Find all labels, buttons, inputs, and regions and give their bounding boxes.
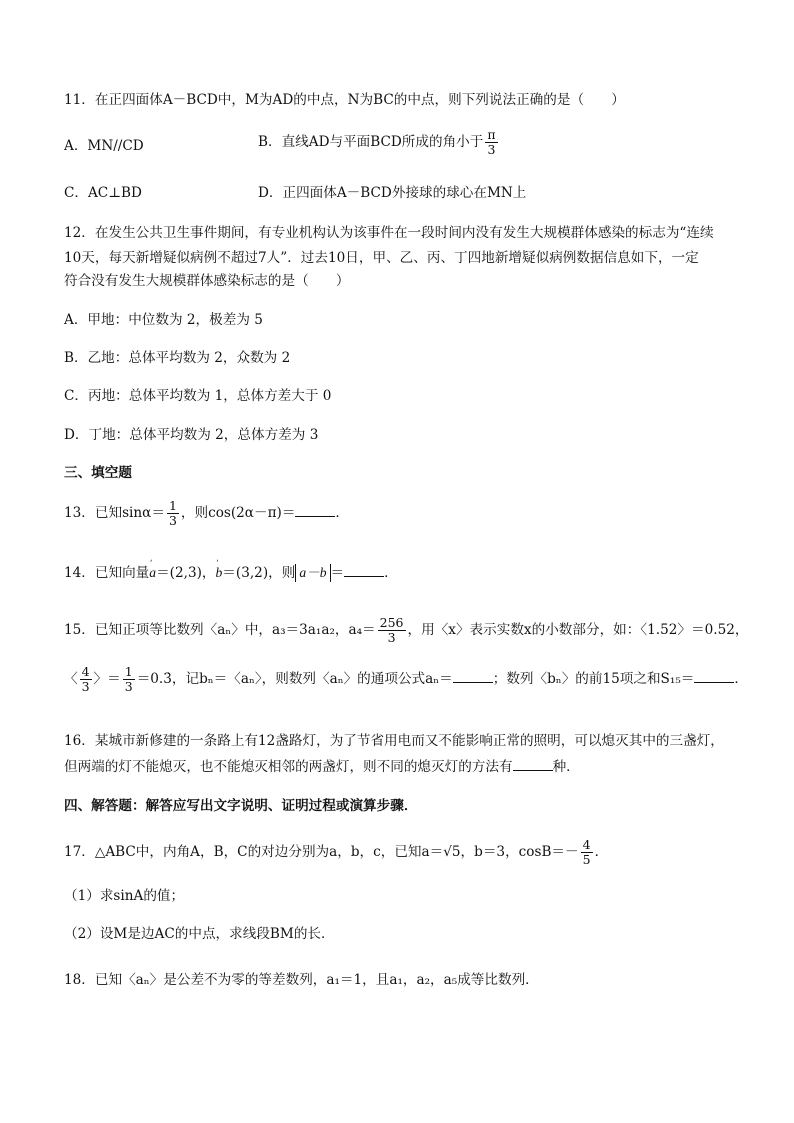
q12-line3: 符合没有发生大规模群体感染标志的是（ ） [64,273,350,289]
q15-fraction-4-3 [80,665,92,694]
q14-a-value: ＝(2,3)， [156,565,216,581]
q16-line2 [64,758,580,776]
section-3-heading: 三、填空题 [64,465,132,481]
q13-pre: 13．已知sinα＝ [64,505,165,521]
q13-post: ，则cos(2α－π)＝ [180,505,296,521]
q11-stem: 11．在正四面体A－BCD中，M为AD的中点，N为BC的中点，则下列说法正确的是（ ） [64,92,625,108]
q17-part2: （2）设M是边AC的中点，求线段BM的长． [64,926,335,942]
q14-b-value: ＝(3,2)，则 [222,565,296,581]
q15-answer-blank-2 [694,670,734,683]
q16-line2-post: 种． [552,759,580,775]
q11-option-d: D．正四面体A－BCD外接球的球心在MN上 [258,185,527,201]
q17-pre: 17．△ABC中，内角A，B，C的对边分别为a，b，c，已知a＝√5，b＝3，cosB＝－ [64,844,579,860]
q15-line1-post: ，用〈x〉表示实数x的小数部分，如：〈1.52〉＝0.52， [407,622,749,638]
q15-fraction-1-3 [123,665,135,694]
q13-end: ． [335,505,350,521]
q12-option-d: D．丁地：总体平均数为 2，总体方差为 3 [64,427,319,443]
q14-post: ＝ [330,565,345,581]
q14-abs-expression: a－b [295,564,330,582]
q11-option-b-text: B．直线AD与平面BCD所成的角小于 [258,134,484,150]
q11-option-a: A．MN//CD [64,138,144,154]
q12-option-c: C．丙地：总体平均数为 1，总体方差大于 0 [64,388,332,404]
q17-part1: （1）求sinA的值； [64,888,185,904]
fraction-denominator: 3 [168,513,177,528]
fraction-denominator: 3 [124,679,133,694]
q15-line2-end: ． [734,671,748,687]
fraction-numerator: 1 [168,498,177,513]
fraction-denominator: 3 [81,679,90,694]
q12-line2: 10天，每天新增疑似病例不超过7人”．过去10日，甲、乙、丙、丁四地新增疑似病例数据信息如下，一定 [64,250,699,266]
q11-option-b [258,128,500,157]
q11-option-b-fraction [485,128,497,157]
q13-answer-blank [295,504,335,517]
q15-line1 [64,616,748,645]
section-4-heading: 四、解答题：解答应写出文字说明、证明过程或演算步骤． [64,798,418,814]
q15-equals: ＝ [107,671,121,687]
fraction-denominator: 3 [387,630,396,645]
q15-line2-post: ＝0.3̇，记bₙ＝〈aₙ〉，则数列〈aₙ〉的通项公式aₙ＝ [136,671,453,687]
fraction-denominator: 3 [487,142,496,157]
q11-option-c: C．AC⊥BD [64,185,142,201]
fraction-denominator: 5 [582,852,591,867]
q14-end: ． [384,565,398,581]
q13 [64,499,349,528]
q12-option-b: B．乙地：总体平均数为 2，众数为 2 [64,350,291,366]
q15-fraction-a4 [378,616,406,645]
q15-line1-pre: 15．已知正项等比数列〈aₙ〉中，a₃＝3a₁a₂，a₄＝ [64,622,376,638]
q13-fraction [167,499,179,528]
vector-b: ʹ b [216,564,223,582]
q14 [64,564,398,582]
left-angle-bracket: 〈 [64,671,78,687]
q17-stem [64,838,608,867]
fraction-numerator: 4 [582,837,591,852]
q17-end: ． [594,844,609,860]
fraction-numerator: 256 [379,615,404,630]
right-angle-bracket: 〉 [93,671,108,687]
fraction-numerator: π [487,127,496,142]
q16-line1: 16．某城市新修建的一条路上有12盏路灯，为了节省用电而又不能影响正常的照明，可以熄灭其中的三盏灯， [64,733,724,749]
q15-answer-blank-1 [453,670,493,683]
fraction-numerator: 4 [81,664,90,679]
q12-line1: 12．在发生公共卫生事件期间，有专业机构认为该事件在一段时间内没有发生大规模群体感染的标志为“连续 [64,225,714,241]
q15-line2-mid: ；数列〈bₙ〉的前15项之和S₁₅＝ [492,671,695,687]
q16-answer-blank [513,758,553,771]
q16-line2-pre: 但两端的灯不能熄灭，也不能熄灭相邻的两盏灯，则不同的熄灭灯的方法有 [64,759,513,775]
q12-option-a: A．甲地：中位数为 2，极差为 5 [64,312,263,328]
q18-stem: 18．已知〈aₙ〉是公差不为零的等差数列，a₁＝1，且a₁，a₂，a₅成等比数列． [64,972,539,988]
q14-pre: 14．已知向量 [64,565,150,581]
q17-fraction [581,838,593,867]
fraction-numerator: 1 [124,664,133,679]
vector-a: ʹ a [149,564,156,582]
q14-answer-blank [344,564,384,577]
q15-line2 [64,665,748,694]
